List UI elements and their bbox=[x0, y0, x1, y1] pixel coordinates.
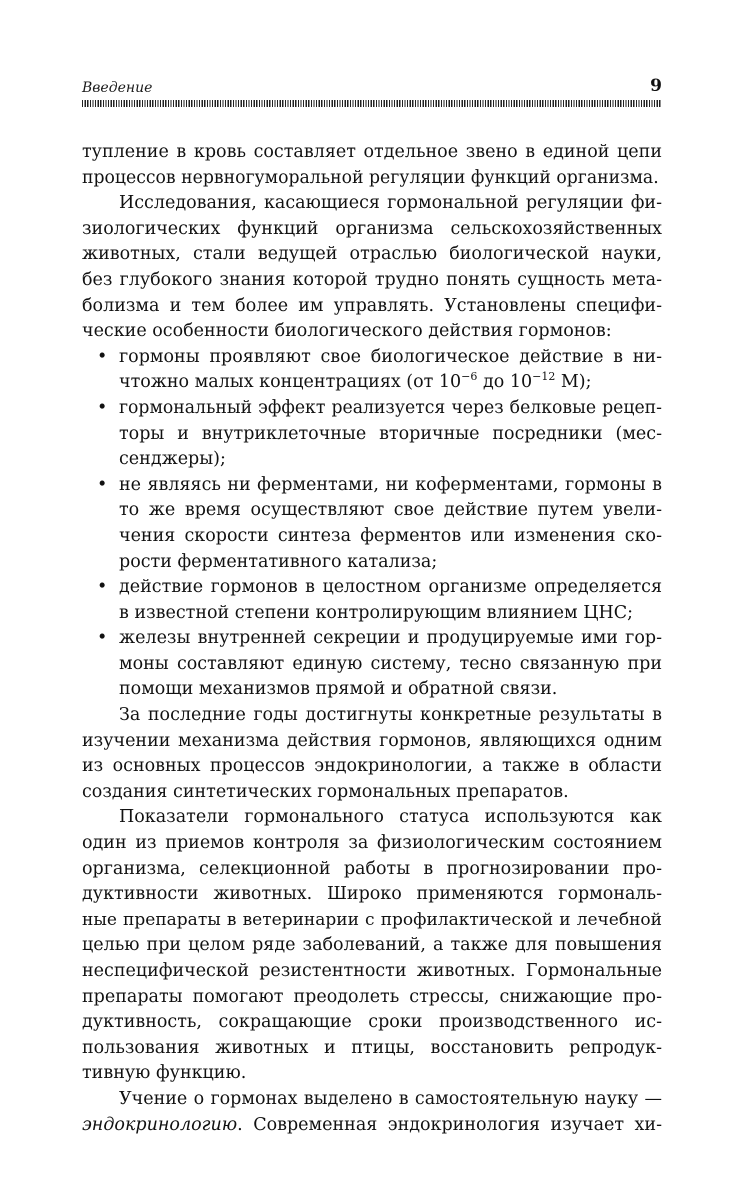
text-fragment: М); bbox=[555, 372, 592, 393]
exponent: −12 bbox=[532, 370, 556, 384]
bullet-marker: • bbox=[97, 628, 108, 649]
text-line: ные препараты в ветеринарии с профилактической и лечебной bbox=[82, 909, 662, 930]
text-line: организма, селекционной работы в прогнозировании про- bbox=[82, 858, 662, 879]
text-line: из основных процессов эндокринологии, а также в области bbox=[82, 756, 662, 777]
text-fragment: до 10 bbox=[477, 372, 533, 393]
text-line: процессов нервногуморальной регуляции функций организма. bbox=[82, 167, 659, 188]
bullet-marker: • bbox=[97, 346, 108, 367]
text-line: За последние годы достигнуты конкретные результаты в bbox=[119, 705, 662, 726]
text-fragment: . Современная эндокринология изучает хи- bbox=[237, 1114, 662, 1135]
text-line: чения скорости синтеза ферментов или изменения ско- bbox=[119, 525, 662, 546]
text-line: тупление в кровь составляет отдельное звено в единой цепи bbox=[82, 142, 662, 162]
text-line: ческие особенности биологического действия гормонов: bbox=[82, 321, 612, 342]
bullet-item bbox=[82, 345, 662, 396]
header-rule bbox=[82, 100, 662, 107]
bullet-item bbox=[82, 473, 662, 575]
text-line: целью при целом ряде заболеваний, а также для повышения bbox=[82, 935, 662, 956]
text-line: рости ферментативного катализа; bbox=[119, 551, 438, 572]
text-fragment: чтожно малых концентрациях (от 10 bbox=[119, 372, 462, 393]
text-line: гормональный эффект реализуется через белковые рецеп- bbox=[119, 397, 662, 418]
text-line: помощи механизмов прямой и обратной связи. bbox=[119, 679, 558, 700]
text-line: Показатели гормонального статуса используются как bbox=[119, 807, 662, 828]
text-line: тивную функцию. bbox=[82, 1063, 247, 1084]
section-title: Введение bbox=[82, 80, 153, 96]
running-header bbox=[82, 76, 662, 110]
text-line: без глубокого знания которой трудно понять сущность мета- bbox=[82, 269, 662, 290]
text-line bbox=[82, 1113, 662, 1139]
text-line: гормоны проявляют свое биологическое действие в ни- bbox=[119, 346, 662, 367]
text-line: моны составляют единую систему, тесно связанную при bbox=[119, 653, 662, 674]
text-line: Учение о гормонах выделено в самостоятельную науку — bbox=[119, 1088, 662, 1109]
text-line: зиологических функций организма сельскохозяйственных bbox=[82, 218, 662, 239]
bullet-marker: • bbox=[97, 577, 108, 598]
text-line: не являясь ни ферментами, ни коферментами, гормоны в bbox=[119, 474, 662, 495]
bullet-marker: • bbox=[97, 397, 108, 418]
text-line: в известной степени контролирующим влиянием ЦНС; bbox=[119, 602, 634, 623]
text-line bbox=[119, 370, 662, 396]
text-line: создания синтетических гормональных препаратов. bbox=[82, 781, 569, 802]
exponent: −6 bbox=[461, 370, 478, 384]
text-line: дуктивности животных. Широко применяются гормональ- bbox=[82, 884, 662, 905]
body-text bbox=[82, 140, 662, 1138]
bullet-marker: • bbox=[97, 474, 108, 495]
text-line: препараты помогают преодолеть стрессы, снижающие про- bbox=[82, 986, 662, 1007]
text-line: торы и внутриклеточные вторичные посредники (мес- bbox=[119, 423, 662, 444]
text-line: действие гормонов в целостном организме определяется bbox=[119, 577, 662, 598]
text-line: пользования животных и птицы, восстановить репродук- bbox=[82, 1037, 662, 1058]
text-line: дуктивность, сокращающие сроки производственного ис- bbox=[82, 1012, 662, 1033]
text-line: животных, стали ведущей отраслью биологической науки, bbox=[82, 244, 662, 265]
bullet-item bbox=[82, 626, 662, 703]
text-line: болизма и тем более им управлять. Установлены специфи- bbox=[82, 295, 662, 316]
emphasized-term: эндокринологию bbox=[82, 1114, 238, 1135]
text-line: изучении механизма действия гормонов, являющихся одним bbox=[82, 730, 662, 751]
text-line: неспецифической резистентности животных. Гормональные bbox=[82, 961, 662, 981]
text-line: Исследования, касающиеся гормональной регуляции фи- bbox=[119, 193, 662, 214]
page-number: 9 bbox=[650, 76, 662, 96]
bullet-item bbox=[82, 575, 662, 626]
text-line: один из приемов контроля за физиологическим состоянием bbox=[82, 833, 662, 854]
text-line: сенджеры); bbox=[119, 449, 226, 470]
bullet-item bbox=[82, 396, 662, 473]
text-line: то же время осуществляют свое действие путем увели- bbox=[119, 500, 662, 521]
text-line: железы внутренней секреции и продуцируемые ими гор- bbox=[119, 628, 662, 649]
